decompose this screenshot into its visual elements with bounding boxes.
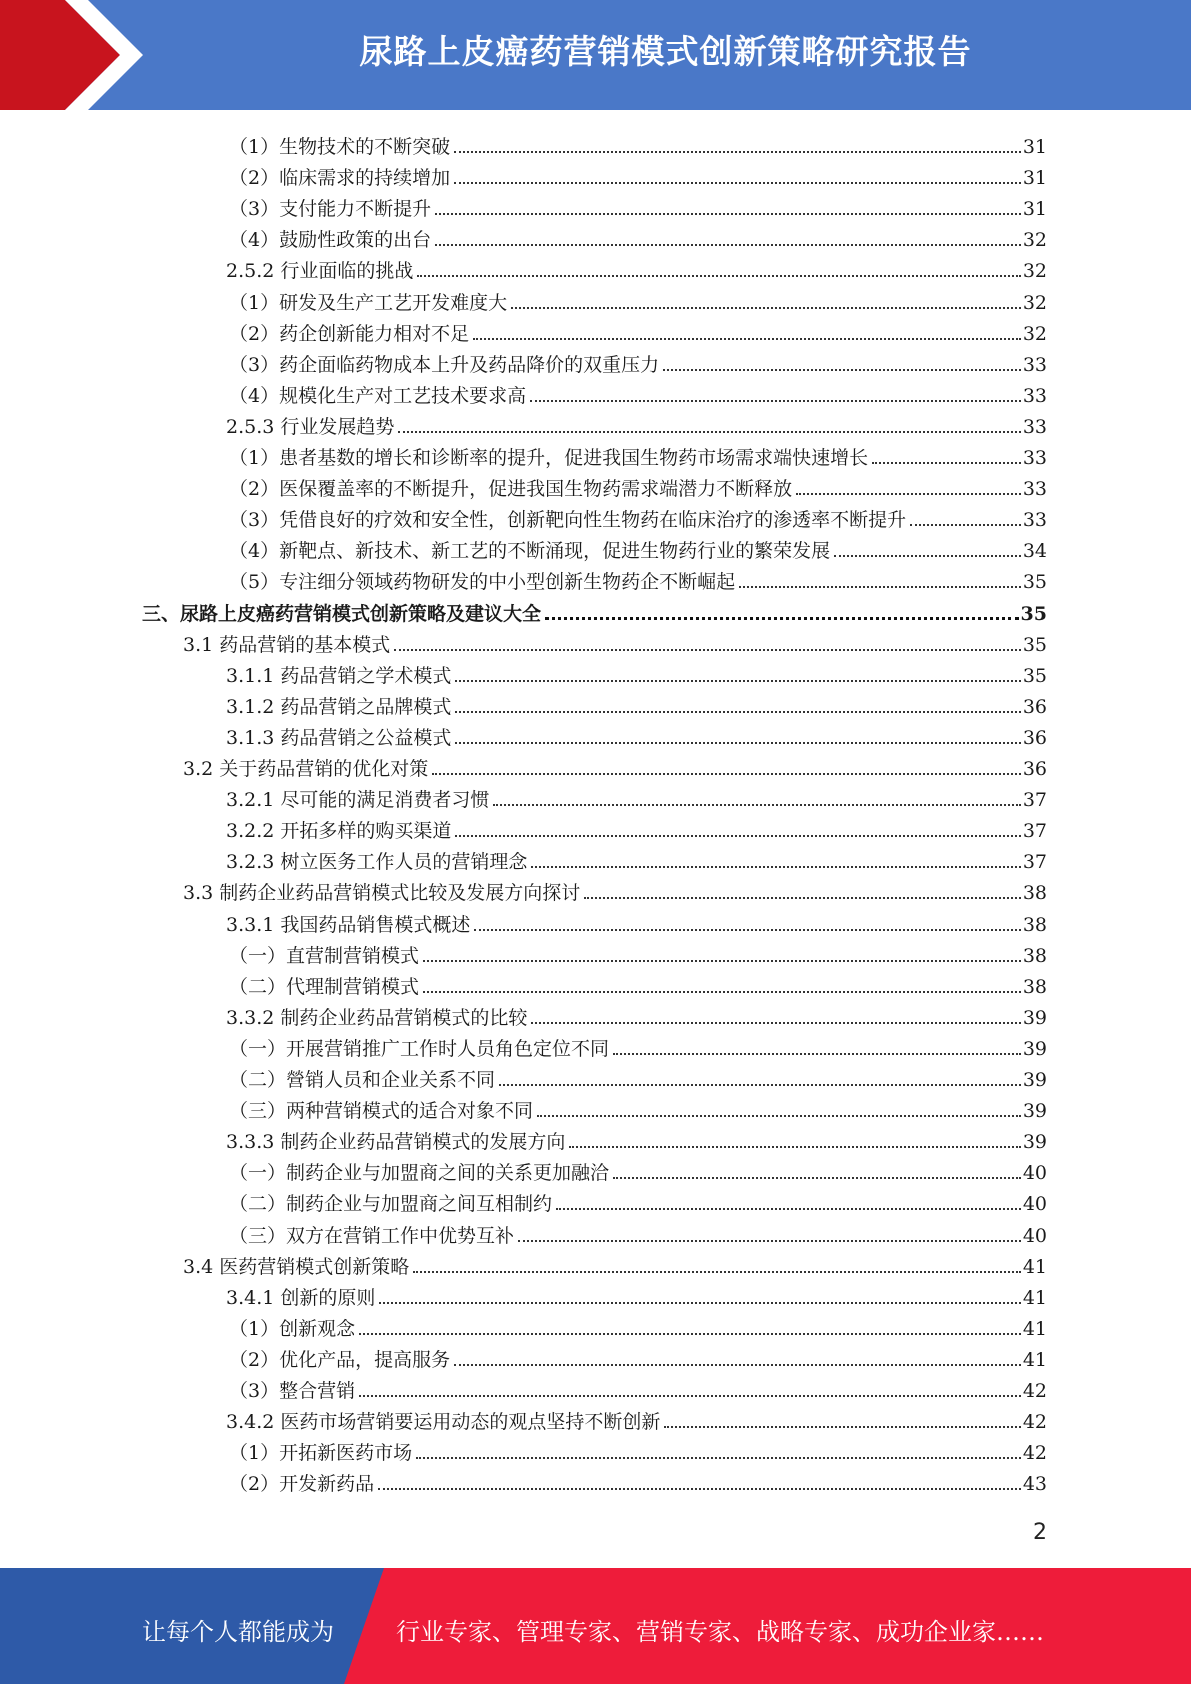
footer-banner [0,1568,1191,1684]
toc-leader-dots [531,866,1020,868]
toc-entry[interactable] [229,1465,1047,1496]
toc-entry-title: （一）直营制营销模式 [229,944,420,967]
toc-leader-dots [796,493,1021,495]
toc-entry[interactable] [229,1372,1047,1403]
toc-entry-title: （一）开展营销推广工作时人员角色定位不同 [229,1037,610,1060]
toc-entry[interactable] [229,346,1047,377]
toc-entry-title: （3）支付能力不断提升 [229,198,432,221]
toc-leader-dots [556,1208,1021,1210]
toc-entry-title: 3.1 药品营销的基本模式 [183,633,391,656]
toc-entry[interactable] [183,1248,1047,1279]
toc-entry[interactable] [226,408,1047,439]
toc-entry-page: 39 [1022,1006,1047,1029]
toc-entry-page: 39 [1022,1069,1047,1091]
toc-entry-title: （1）创新观念 [229,1317,356,1340]
toc-leader-dots [423,991,1021,993]
toc-entry-page: 33 [1022,415,1047,438]
toc-leader-dots [493,804,1020,806]
toc-leader-dots [416,1457,1021,1459]
page-number: 2 [1033,1520,1047,1545]
toc-entry-page: 36 [1022,695,1047,718]
toc-leader-dots [537,1115,1021,1117]
toc-leader-dots [359,1395,1021,1397]
toc-leader-dots [417,275,1020,277]
toc-leader-dots [663,369,1021,371]
toc-entry-page: 41 [1022,1317,1047,1340]
toc-entry[interactable] [229,501,1047,532]
toc-entry-page: 40 [1022,1224,1047,1247]
toc-leader-dots [394,649,1021,651]
toc-leader-dots [569,1146,1020,1148]
toc-entry-title: （2）开发新药品 [229,1473,375,1496]
toc-leader-dots [613,1053,1021,1055]
toc-entry-title: 3.1.2 药品营销之品牌模式 [226,695,452,718]
document-title: 尿路上皮癌药营销模式创新策略研究报告 [359,32,972,71]
toc-leader-dots [454,182,1021,184]
toc-entry-page: 39 [1022,1100,1047,1123]
toc-leader-dots [432,773,1021,775]
toc-entry-title: 3.4 医药营销模式创新策略 [183,1255,410,1278]
toc-entry[interactable] [229,315,1047,346]
toc-entry-title: 3.1.3 药品营销之公益模式 [226,726,452,749]
toc-leader-dots [435,213,1021,215]
toc-entry[interactable] [229,284,1047,315]
toc-leader-dots [473,338,1021,340]
toc-entry-title: 3.4.2 医药市场营销要运用动态的观点坚持不断创新 [226,1411,661,1434]
header-banner [0,0,1191,110]
toc-entry[interactable] [229,1092,1047,1123]
toc-entry-title: 3.2.3 树立医务工作人员的营销理念 [226,851,528,874]
toc-entry[interactable] [229,968,1047,999]
toc-entry-title: （2）优化产品，提高服务 [229,1348,451,1371]
toc-entry-title: （4）新靶点、新技术、新工艺的不断涌现，促进生物药行业的繁荣发展 [229,540,831,563]
toc-entry[interactable] [226,1279,1047,1310]
toc-entry-page: 31 [1022,167,1047,190]
toc-entry-title: （1）研发及生产工艺开发难度大 [229,291,508,314]
toc-entry-page: 38 [1022,975,1047,998]
toc-entry[interactable] [226,812,1047,843]
toc-entry-title: （2）临床需求的持续增加 [229,167,451,190]
toc-entry-page: 42 [1022,1411,1047,1434]
toc-entry-title: 3.3.2 制药企业药品营销模式的比较 [226,1006,528,1029]
toc-entry-page: 32 [1022,291,1047,314]
toc-entry-title: （二）營销人员和企业关系不同 [229,1069,496,1091]
toc-entry[interactable] [229,470,1047,501]
toc-entry-page: 33 [1022,509,1047,532]
toc-leader-dots [872,462,1021,464]
toc-entry[interactable] [229,221,1047,252]
toc-entry-title: （2）医保覆盖率的不断提升，促进我国生物药需求端潜力不断释放 [229,478,793,501]
toc-entry-page: 35 [1022,633,1047,656]
toc-entry[interactable] [229,532,1047,563]
toc-entry-page: 39 [1022,1037,1047,1060]
toc-leader-dots [518,1240,1021,1242]
toc-entry-page: 35 [1022,571,1047,594]
toc-entry-page: 33 [1022,353,1047,376]
toc-entry[interactable] [142,595,1047,626]
toc-entry[interactable] [226,719,1047,750]
toc-entry-page: 33 [1022,384,1047,407]
toc-entry-title: 3.1.1 药品营销之学术模式 [226,664,452,687]
toc-entry-page: 35 [1022,664,1047,687]
toc-leader-dots [739,586,1021,588]
toc-leader-dots [531,1022,1020,1024]
toc-entry-title: 3.4.1 创新的原则 [226,1286,376,1309]
toc-entry-page: 36 [1022,726,1047,749]
toc-leader-dots [910,524,1021,526]
toc-leader-dots [455,680,1020,682]
toc-leader-dots [474,929,1020,931]
toc-entry-title: （二）代理制营销模式 [229,975,420,998]
toc-leader-dots [455,835,1020,837]
toc-entry[interactable] [229,128,1047,159]
toc-entry-page: 42 [1022,1442,1047,1465]
toc-entry-title: 3.3.3 制药企业药品营销模式的发展方向 [226,1131,566,1154]
toc-leader-dots [530,400,1021,402]
footer-slogan-left: 让每个人都能成为 [142,1618,334,1646]
toc-entry[interactable] [229,937,1047,968]
toc-entry[interactable] [229,439,1047,470]
toc-entry-page: 40 [1022,1193,1047,1216]
toc-entry[interactable] [226,657,1047,688]
toc-leader-dots [413,1271,1021,1273]
toc-leader-dots [834,555,1021,557]
toc-entry[interactable] [183,750,1047,781]
toc-leader-dots [423,960,1021,962]
toc-leader-dots [664,1426,1020,1428]
toc-entry[interactable] [229,1217,1047,1248]
toc-entry-page: 38 [1022,944,1047,967]
toc-entry-page: 38 [1022,913,1047,936]
toc-entry-title: 3.3.1 我国药品销售模式概述 [226,913,471,936]
toc-entry-title: 2.5.2 行业面临的挑战 [226,260,414,283]
toc-entry[interactable] [183,626,1047,657]
toc-leader-dots [545,617,1019,620]
toc-entry-title: 3.2.1 尽可能的满足消费者习惯 [226,789,490,812]
toc-entry-title: （3）凭借良好的疗效和安全性，创新靶向性生物药在临床治疗的渗透率不断提升 [229,509,907,532]
toc-entry[interactable] [229,1030,1047,1061]
toc-entry[interactable] [229,1061,1047,1092]
toc-entry-page: 37 [1022,820,1047,843]
toc-leader-dots [613,1177,1021,1179]
toc-entry-page: 40 [1022,1162,1047,1185]
toc-entry-page: 41 [1022,1348,1047,1371]
toc-entry[interactable] [229,377,1047,408]
toc-entry-title: （2）药企创新能力相对不足 [229,322,470,345]
toc-entry-page: 42 [1022,1380,1047,1402]
toc-entry-page: 33 [1022,447,1047,469]
toc-entry-page: 32 [1022,229,1047,252]
toc-entry-page: 31 [1022,198,1047,221]
header-chevron-icon [0,0,160,110]
toc-leader-dots [584,897,1021,899]
toc-entry-page: 41 [1022,1286,1047,1309]
toc-entry[interactable] [226,781,1047,812]
toc-entry-title: 3.3 制药企业药品营销模式比较及发展方向探讨 [183,882,581,905]
toc-entry-title: （二）制药企业与加盟商之间互相制约 [229,1193,553,1216]
toc-entry[interactable] [229,1341,1047,1372]
toc-entry[interactable] [229,1185,1047,1216]
toc-entry-title: 3.2.2 开拓多样的购买渠道 [226,820,452,843]
toc-entry-page: 32 [1022,322,1047,345]
toc-entry-title: （4）规模化生产对工艺技术要求高 [229,384,527,407]
footer-slogan-right: 行业专家、管理专家、营销专家、战略专家、成功企业家…… [396,1618,1044,1646]
toc-entry[interactable] [229,159,1047,190]
toc-entry-title: （三）双方在营销工作中优势互补 [229,1224,515,1247]
toc-entry[interactable] [226,999,1047,1030]
toc-entry-title: （4）鼓励性政策的出台 [229,229,432,252]
toc-entry-page: 37 [1022,851,1047,874]
toc-entry-title: （一）制药企业与加盟商之间的关系更加融洽 [229,1162,610,1185]
toc-entry-page: 38 [1022,882,1047,905]
toc-entry-page: 32 [1022,260,1047,283]
toc-entry-page: 34 [1022,540,1047,563]
toc-entry[interactable] [229,1310,1047,1341]
toc-entry[interactable] [229,563,1047,594]
toc-entry[interactable] [226,843,1047,874]
toc-leader-dots [435,244,1021,246]
toc-entry-title: 3.2 关于药品营销的优化对策 [183,758,429,780]
toc-leader-dots [378,1488,1021,1490]
toc-leader-dots [454,151,1021,153]
toc-entry-title: （1）开拓新医药市场 [229,1442,413,1465]
toc-entry-page: 43 [1022,1473,1047,1496]
toc-entry-title: （5）专注细分领域药物研发的中小型创新生物药企不断崛起 [229,571,736,594]
toc-entry-page: 35 [1020,602,1047,625]
toc-entry[interactable] [229,190,1047,221]
toc-entry[interactable] [226,1123,1047,1154]
toc-entry-page: 33 [1022,478,1047,501]
toc-leader-dots [398,431,1020,433]
toc-entry[interactable] [226,252,1047,283]
toc-entry-title: （3）药企面临药物成本上升及药品降价的双重压力 [229,353,660,376]
toc-entry[interactable] [226,688,1047,719]
toc-leader-dots [499,1084,1021,1086]
toc-entry[interactable] [183,874,1047,905]
toc-entry[interactable] [226,1403,1047,1434]
toc-leader-dots [359,1333,1021,1335]
toc-leader-dots [455,742,1020,744]
toc-entry[interactable] [229,1154,1047,1185]
toc-entry-title: （1）患者基数的增长和诊断率的提升，促进我国生物药市场需求端快速增长 [229,447,869,469]
toc-entry-page: 39 [1022,1131,1047,1154]
toc-entry-page: 36 [1022,758,1047,780]
toc-leader-dots [455,711,1020,713]
toc-entry-title: （三）两种营销模式的适合对象不同 [229,1100,534,1123]
toc-entry-title: 2.5.3 行业发展趋势 [226,415,395,438]
toc-leader-dots [511,307,1021,309]
toc-entry-page: 37 [1022,789,1047,812]
toc-entry-title: （1）生物技术的不断突破 [229,136,451,158]
toc-entry-page: 41 [1022,1255,1047,1278]
toc-leader-dots [454,1364,1021,1366]
toc-entry[interactable] [229,1434,1047,1465]
toc-entry-page: 31 [1022,136,1047,158]
toc-entry-title: 三、尿路上皮癌药营销模式创新策略及建议大全 [142,602,542,625]
toc-leader-dots [379,1302,1020,1304]
toc-entry[interactable] [226,906,1047,937]
toc-entry-title: （3）整合营销 [229,1380,356,1402]
